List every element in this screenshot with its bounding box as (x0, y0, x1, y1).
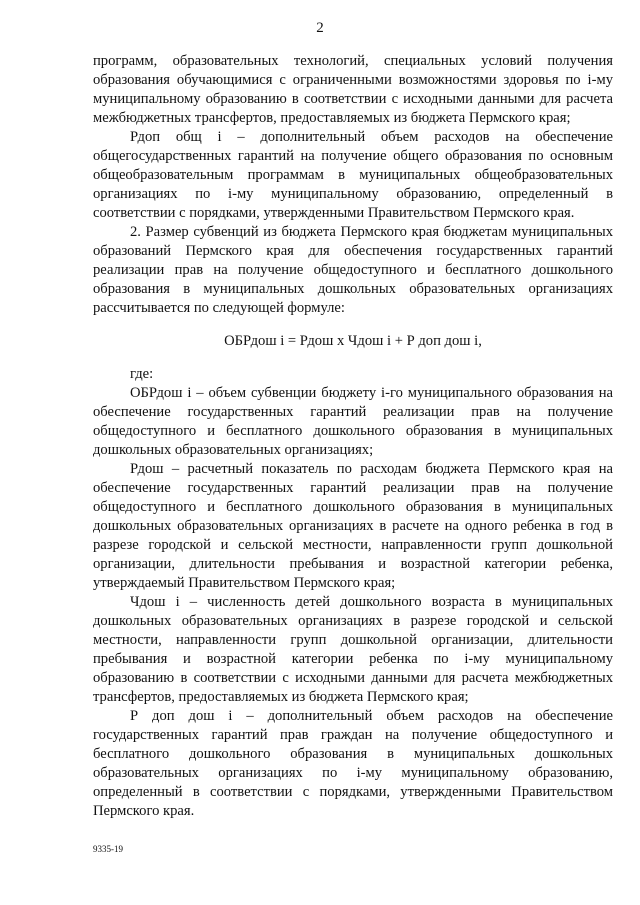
paragraph-continuation: программ, образовательных технологий, специальных условий получения образования обучающимися с ограниченными возможностями здоровья по i-му муниципальному образованию в соответствии с исходными данными для расчета межбюджетных трансфертов, предоставляемых из бюджета Пермского края; (93, 53, 613, 126)
paragraph-section-2: 2. Размер субвенций из бюджета Пермского края бюджетам муниципальных образований Пермского края для обеспечения государственных гарантий реализации прав на получение общедоступного и бесплатного дошкольного образования в муниципальных дошкольных образовательных организациях рассчитывается по следующей формуле: (93, 224, 613, 316)
paragraph-rdosh-definition: Рдош – расчетный показатель по расходам бюджета Пермского края на обеспечение государственных гарантий реализации прав на получение общедоступного и бесплатного дошкольного образования в муниципальных дошкольных образовательных организациях в расчете на одного ребенка в год в разрезе городской и сельской местности, направленности групп дошкольной организации, длительности пребывания и возрастной категории ребенка, утверждаемый Правительством Пермского края; (93, 461, 613, 591)
document-code: 9335-19 (93, 844, 123, 854)
paragraph-chdosh-definition: Чдош i – численность детей дошкольного возраста в муниципальных дошкольных образовательных организациях в разрезе городской и сельской местности, направленности групп дошкольной организации, длительности пребывания и возрастной категории ребенка по i-му муниципальному образованию в соответствии с исходными данными для расчета межбюджетных трансфертов, предоставляемых из бюджета Пермского края; (93, 594, 613, 705)
paragraph-where: где: (130, 366, 154, 382)
paragraph-rdopdosh-definition: Р доп дош i – дополнительный объем расходов на обеспечение государственных гарантий прав граждан на получение общедоступного и бесплатного дошкольного образования в муниципальных дошкольных образовательных организациях по i-му муниципальному образованию, определенный в соответствии с порядками, утвержденными Правительством Пермского края. (93, 708, 613, 819)
page-number: 2 (316, 20, 324, 36)
formula: ОБРдош i = Рдош х Чдош i + Р доп дош i, (224, 333, 482, 349)
paragraph-rdop-obsh: Рдоп общ i – дополнительный объем расходов на обеспечение общегосударственных гарантий на получение общего образования по основным общеобразовательным программам в муниципальных общеобразовательных организациях по i-му муниципальному образованию, определенный в соответствии с порядками, утвержденными Правительством Пермского края. (93, 129, 613, 221)
paragraph-obrdosh-definition: ОБРдош i – объем субвенции бюджету i-го муниципального образования на обеспечение государственных гарантий реализации прав на получение общедоступного и бесплатного дошкольного образования в муниципальных дошкольных образовательных организациях; (93, 385, 613, 458)
document-body (93, 52, 613, 821)
